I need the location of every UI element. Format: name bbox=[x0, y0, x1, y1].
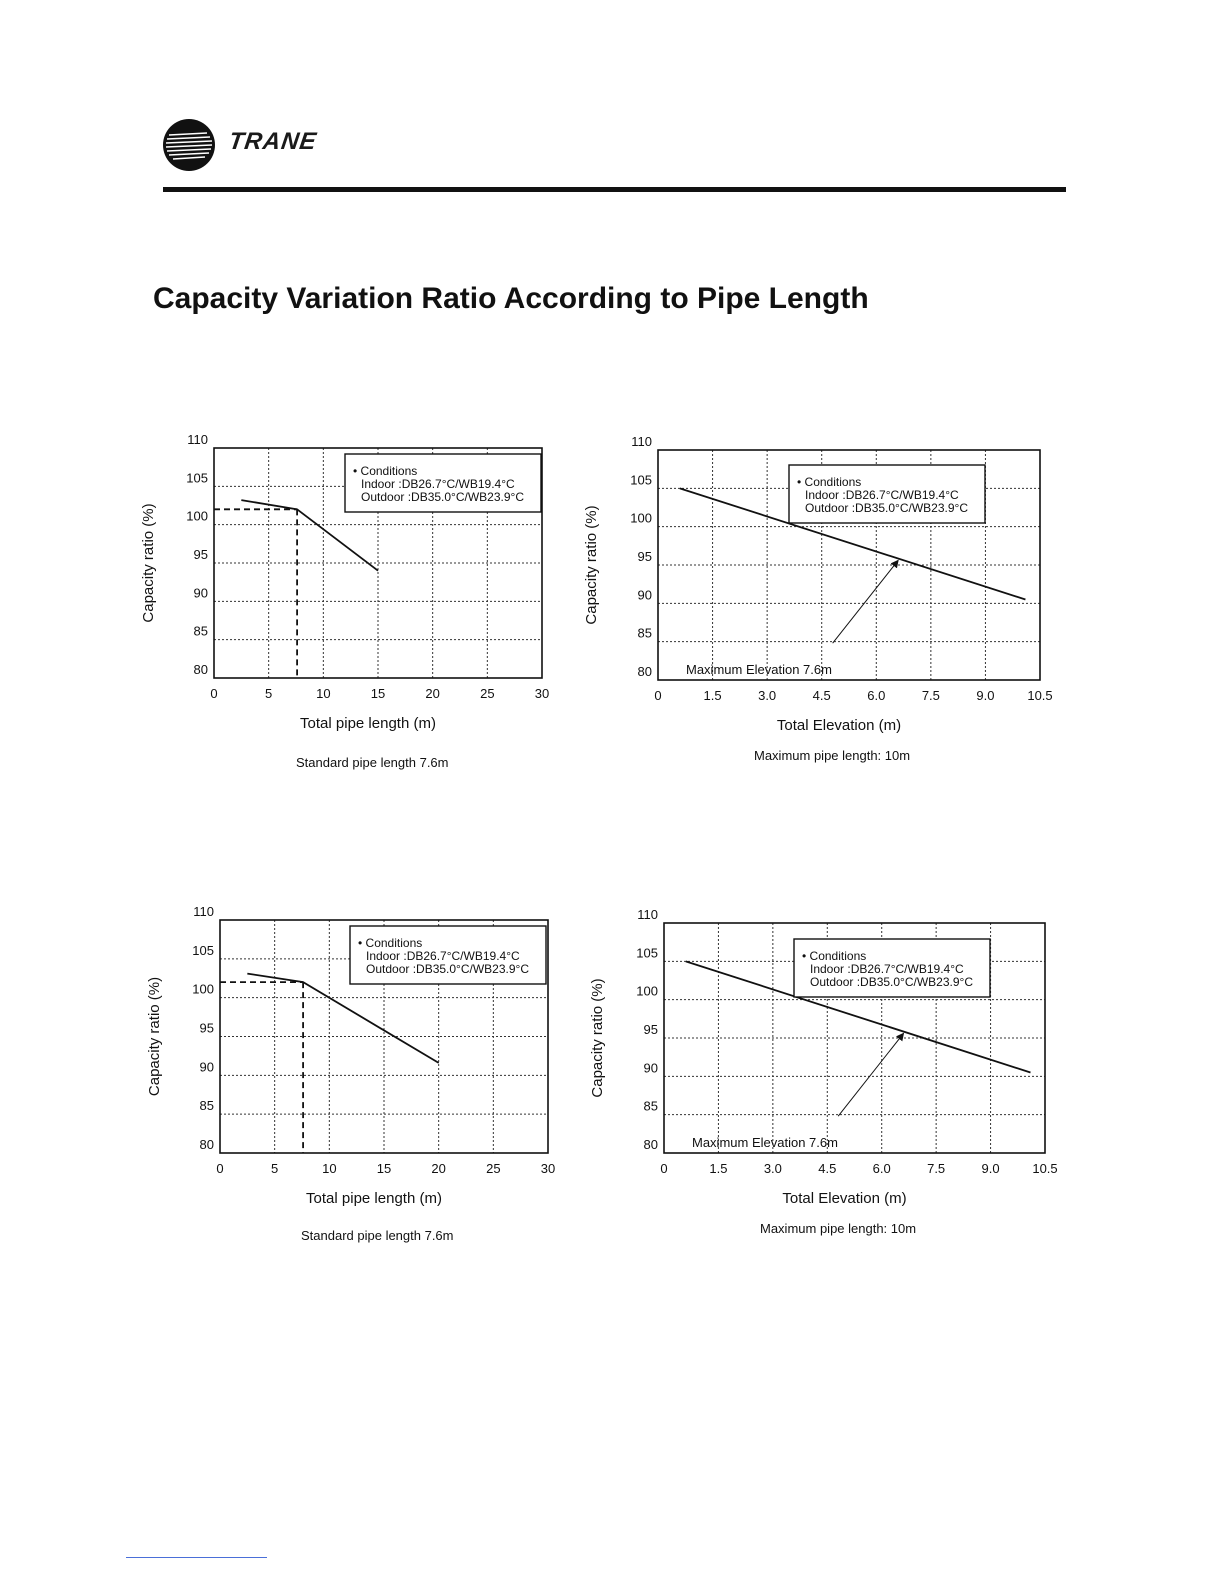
y-tick-label: 100 bbox=[630, 510, 652, 526]
page-title: Capacity Variation Ratio According to Pipe Length bbox=[153, 282, 869, 315]
conditions-heading: • Conditions bbox=[802, 949, 867, 963]
conditions-outdoor: Outdoor :DB35.0°C/WB23.9°C bbox=[366, 962, 530, 976]
x-tick-label: 0 bbox=[654, 688, 662, 703]
x-tick-label: 9.0 bbox=[976, 688, 995, 703]
annotation-arrow bbox=[838, 1033, 903, 1116]
y-tick-label: 105 bbox=[636, 945, 658, 961]
y-tick-label: 80 bbox=[643, 1137, 658, 1152]
x-tick-label: 10.5 bbox=[1032, 1161, 1058, 1176]
conditions-heading: • Conditions bbox=[353, 464, 418, 478]
x-axis-label: Total pipe length (m) bbox=[306, 1190, 442, 1207]
x-tick-label: 20 bbox=[425, 686, 440, 701]
x-tick-label: 5 bbox=[265, 686, 273, 701]
conditions-outdoor: Outdoor :DB35.0°C/WB23.9°C bbox=[805, 501, 969, 515]
y-tick-label: 100 bbox=[192, 981, 214, 997]
annotation-label: Maximum Elevation 7.6m bbox=[692, 1135, 838, 1150]
conditions-legend bbox=[789, 465, 985, 523]
brand-name: TRANE bbox=[227, 128, 319, 155]
y-tick-label: 100 bbox=[186, 508, 208, 524]
conditions-legend bbox=[794, 939, 990, 997]
y-axis-label: Capacity ratio (%) bbox=[583, 505, 600, 625]
chart-caption: Standard pipe length 7.6m bbox=[296, 755, 449, 770]
conditions-heading: • Conditions bbox=[797, 475, 862, 489]
x-tick-label: 15 bbox=[376, 1161, 392, 1176]
y-tick-label: 90 bbox=[193, 585, 208, 601]
y-tick-label: 90 bbox=[643, 1060, 658, 1076]
y-tick-label: 110 bbox=[631, 434, 652, 449]
header-rule bbox=[163, 187, 1066, 192]
x-tick-label: 1.5 bbox=[709, 1161, 728, 1176]
x-tick-label: 3.0 bbox=[763, 1161, 782, 1176]
y-tick-label: 95 bbox=[637, 549, 652, 564]
conditions-indoor: Indoor :DB26.7°C/WB19.4°C bbox=[810, 962, 964, 976]
x-tick-label: 10 bbox=[322, 1161, 337, 1176]
y-tick-label: 95 bbox=[643, 1022, 658, 1037]
x-tick-label: 9.0 bbox=[981, 1161, 1000, 1176]
chart-pipe-length-2 bbox=[130, 905, 570, 1255]
x-tick-label: 30 bbox=[534, 686, 550, 701]
annotation-arrow bbox=[833, 560, 898, 643]
trane-swirl-logo-icon bbox=[163, 119, 215, 171]
y-tick-label: 110 bbox=[193, 904, 214, 919]
x-tick-label: 3.0 bbox=[758, 688, 777, 703]
chart-caption: Maximum pipe length: 10m bbox=[754, 748, 911, 763]
x-tick-label: 10 bbox=[316, 686, 331, 701]
y-axis-label: Capacity ratio (%) bbox=[589, 978, 606, 1098]
x-tick-label: 30 bbox=[540, 1161, 556, 1176]
y-axis-label: Capacity ratio (%) bbox=[140, 503, 157, 623]
conditions-legend bbox=[350, 926, 546, 984]
x-tick-label: 0 bbox=[216, 1161, 224, 1176]
y-tick-label: 105 bbox=[630, 472, 652, 488]
y-axis-label: Capacity ratio (%) bbox=[146, 976, 163, 1097]
x-tick-label: 0 bbox=[210, 686, 218, 701]
x-axis-label: Total pipe length (m) bbox=[300, 715, 436, 732]
x-tick-label: 5 bbox=[271, 1161, 279, 1176]
y-tick-label: 110 bbox=[637, 907, 658, 922]
y-tick-label: 100 bbox=[636, 983, 658, 999]
y-tick-label: 95 bbox=[199, 1020, 214, 1036]
conditions-legend bbox=[345, 454, 541, 512]
chart-elevation-2 bbox=[580, 905, 1070, 1255]
conditions-indoor: Indoor :DB26.7°C/WB19.4°C bbox=[366, 949, 520, 963]
y-tick-label: 80 bbox=[193, 662, 208, 677]
conditions-heading: • Conditions bbox=[358, 936, 423, 950]
conditions-indoor: Indoor :DB26.7°C/WB19.4°C bbox=[805, 488, 959, 502]
x-axis-label: Total Elevation (m) bbox=[776, 717, 902, 734]
annotation-label: Maximum Elevation 7.6m bbox=[686, 662, 832, 677]
chart-pipe-length-1 bbox=[130, 430, 570, 780]
conditions-outdoor: Outdoor :DB35.0°C/WB23.9°C bbox=[361, 490, 525, 504]
y-tick-label: 80 bbox=[637, 664, 652, 679]
x-tick-label: 6.0 bbox=[872, 1161, 891, 1176]
y-tick-label: 85 bbox=[193, 623, 208, 639]
y-tick-label: 85 bbox=[643, 1098, 658, 1114]
x-tick-label: 25 bbox=[486, 1161, 501, 1176]
y-tick-label: 110 bbox=[187, 432, 208, 447]
y-tick-label: 85 bbox=[199, 1098, 214, 1114]
x-axis-label: Total Elevation (m) bbox=[782, 1190, 907, 1207]
y-tick-label: 90 bbox=[637, 587, 652, 603]
y-tick-label: 95 bbox=[193, 547, 208, 562]
x-tick-label: 1.5 bbox=[703, 688, 722, 703]
series-line bbox=[247, 974, 438, 1063]
x-tick-label: 20 bbox=[431, 1161, 446, 1176]
y-tick-label: 105 bbox=[192, 942, 214, 958]
y-tick-label: 90 bbox=[199, 1059, 214, 1075]
x-tick-label: 7.5 bbox=[921, 688, 940, 703]
x-tick-label: 10.5 bbox=[1027, 688, 1053, 703]
conditions-outdoor: Outdoor :DB35.0°C/WB23.9°C bbox=[810, 975, 974, 989]
y-tick-label: 80 bbox=[199, 1137, 214, 1152]
y-tick-label: 85 bbox=[637, 625, 652, 641]
conditions-indoor: Indoor :DB26.7°C/WB19.4°C bbox=[361, 477, 515, 491]
x-tick-label: 25 bbox=[480, 686, 495, 701]
footer-link-underline bbox=[126, 1557, 267, 1558]
x-tick-label: 4.5 bbox=[818, 1161, 837, 1176]
chart-caption: Maximum pipe length: 10m bbox=[760, 1221, 917, 1236]
y-tick-label: 105 bbox=[186, 470, 208, 486]
x-tick-label: 6.0 bbox=[867, 688, 886, 703]
chart-caption: Standard pipe length 7.6m bbox=[301, 1228, 454, 1243]
chart-elevation-1 bbox=[580, 430, 1070, 780]
x-tick-label: 15 bbox=[370, 686, 386, 701]
x-tick-label: 7.5 bbox=[927, 1161, 946, 1176]
x-tick-label: 4.5 bbox=[812, 688, 831, 703]
x-tick-label: 0 bbox=[660, 1161, 668, 1176]
